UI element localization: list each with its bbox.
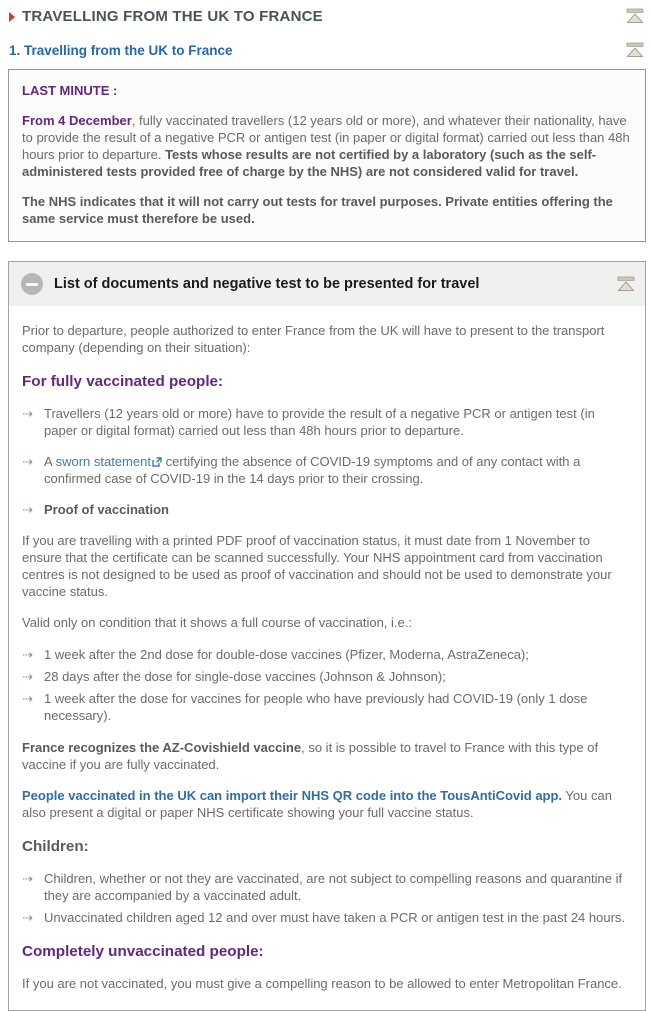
- dose-bullet-text: 1 week after the dose for vaccines for people who have previously had COVID-19 (only 1 dose necessary).: [44, 691, 588, 723]
- bullet-sworn-text: [44, 453, 631, 487]
- page-subtitle: 1. Travelling from the UK to France: [9, 43, 233, 58]
- page-title-row: [8, 8, 646, 25]
- arrow-bullet-icon: ⇢: [22, 871, 33, 886]
- valid-condition-paragraph: Valid only on condition that it shows a full course of vaccination, i.e.:: [22, 615, 412, 630]
- children-bullet-text: Children, whether or not they are vaccinated, are not subject to compelling reasons and quarantine if they are accompanied by a vaccinated adult.: [44, 871, 623, 903]
- arrow-bullet-icon: ⇢: [22, 647, 33, 662]
- unvaccinated-paragraph: If you are not vaccinated, you must give a compelling reason to be allowed to enter Metropolitan France.: [22, 976, 622, 991]
- arrow-bullet-icon: ⇢: [22, 669, 33, 684]
- dose-bullet-list: [22, 646, 631, 724]
- last-minute-paragraph-2: The NHS indicates that it will not carry out tests for travel purposes. Private entities offering the same service must therefore be used.: [22, 194, 613, 226]
- az-bold: France recognizes the AZ-Covishield vaccine: [22, 740, 302, 755]
- az-paragraph: [22, 739, 631, 773]
- intro-paragraph: Prior to departure, people authorized to enter France from the UK will have to present to the transport company (depending on their situation):: [22, 323, 605, 355]
- list-item: [22, 501, 631, 518]
- az-rest: , so it is possible to travel to France with this type of vaccine if you are fully vaccinated.: [22, 740, 599, 772]
- bullet-test-text: Travellers (12 years old or more) have to provide the result of a negative PCR or antigen test (in paper or digital format) carried out less than 48h hours prior to departure.: [44, 406, 595, 438]
- sworn-pre: A: [44, 454, 56, 469]
- documents-section-body: [9, 306, 645, 1010]
- external-link-icon[interactable]: [152, 457, 162, 467]
- children-heading: Children:: [22, 838, 89, 855]
- last-minute-warning: Tests whose results are not certified by a laboratory (such as the self-administered tests provided free of charge by the NHS) are not considered valid for travel.: [22, 147, 597, 179]
- red-triangle-icon: [9, 12, 15, 22]
- arrow-bullet-icon: ⇢: [22, 691, 33, 706]
- last-minute-date: From 4 December: [22, 113, 132, 128]
- qr-rest: You can also present a digital or paper NHS certificate showing your full vaccine status.: [22, 788, 612, 820]
- unvaccinated-heading: Completely unvaccinated people:: [22, 943, 264, 960]
- last-minute-box: [8, 69, 646, 242]
- section-subtitle-row: [9, 42, 646, 59]
- arrow-bullet-icon: ⇢: [22, 454, 33, 469]
- list-item: [22, 405, 631, 439]
- page-title: TRAVELLING FROM THE UK TO FRANCE: [22, 8, 323, 25]
- list-item: [22, 870, 631, 904]
- back-to-top-icon[interactable]: [625, 8, 645, 24]
- list-item: [22, 690, 631, 724]
- dose-bullet-text: 1 week after the 2nd dose for double-dose vaccines (Pfizer, Moderna, AstraZeneca);: [44, 647, 529, 662]
- list-item: [22, 668, 631, 685]
- arrow-bullet-icon: ⇢: [22, 910, 33, 925]
- back-to-top-icon[interactable]: [616, 276, 636, 292]
- arrow-bullet-icon: ⇢: [22, 502, 33, 517]
- back-to-top-icon[interactable]: [625, 42, 645, 58]
- last-minute-paragraph-1: [22, 112, 632, 180]
- sworn-post: certifying the absence of COVID-19 symptoms and of any contact with a confirmed case of COVID-19 in the 14 days prior to their crossing.: [44, 454, 581, 486]
- documents-section-header[interactable]: [9, 262, 645, 306]
- list-item: [22, 646, 631, 663]
- list-item: [22, 909, 631, 926]
- collapse-minus-icon[interactable]: [21, 273, 43, 295]
- qr-paragraph: [22, 787, 631, 821]
- pdf-paragraph: If you are travelling with a printed PDF proof of vaccination status, it must date from 1 November to ensure that the certificate can be scanned successfully. Your NHS appointment card from vaccination centres is not designed to be used as proof of vaccination and should not be used to demonstrate your vaccine status.: [22, 533, 612, 599]
- list-item: [22, 453, 631, 487]
- dose-bullet-text: 28 days after the dose for single-dose vaccines (Johnson & Johnson);: [44, 669, 446, 684]
- children-bullet-text: Unvaccinated children aged 12 and over must have taken a PCR or antigen test in the past 24 hours.: [44, 910, 626, 925]
- sworn-statement-link[interactable]: sworn statement: [55, 454, 151, 469]
- bullet-proof-text: Proof of vaccination: [44, 502, 169, 517]
- vaccinated-heading: For fully vaccinated people:: [22, 373, 224, 390]
- qr-bold: People vaccinated in the UK can import their NHS QR code into the TousAntiCovid app.: [22, 788, 563, 803]
- last-minute-body: , fully vaccinated travellers (12 years old or more), and whatever their nationality, have to provide the result of a negative PCR or antigen test (in paper or digital format) carried out less than 48h hours prior to departure.: [22, 113, 630, 162]
- arrow-bullet-icon: ⇢: [22, 406, 33, 421]
- documents-section-title: List of documents and negative test to be presented for travel: [54, 275, 480, 292]
- last-minute-label: LAST MINUTE :: [22, 83, 118, 98]
- documents-section: [8, 261, 646, 1011]
- children-bullet-list: [22, 870, 631, 926]
